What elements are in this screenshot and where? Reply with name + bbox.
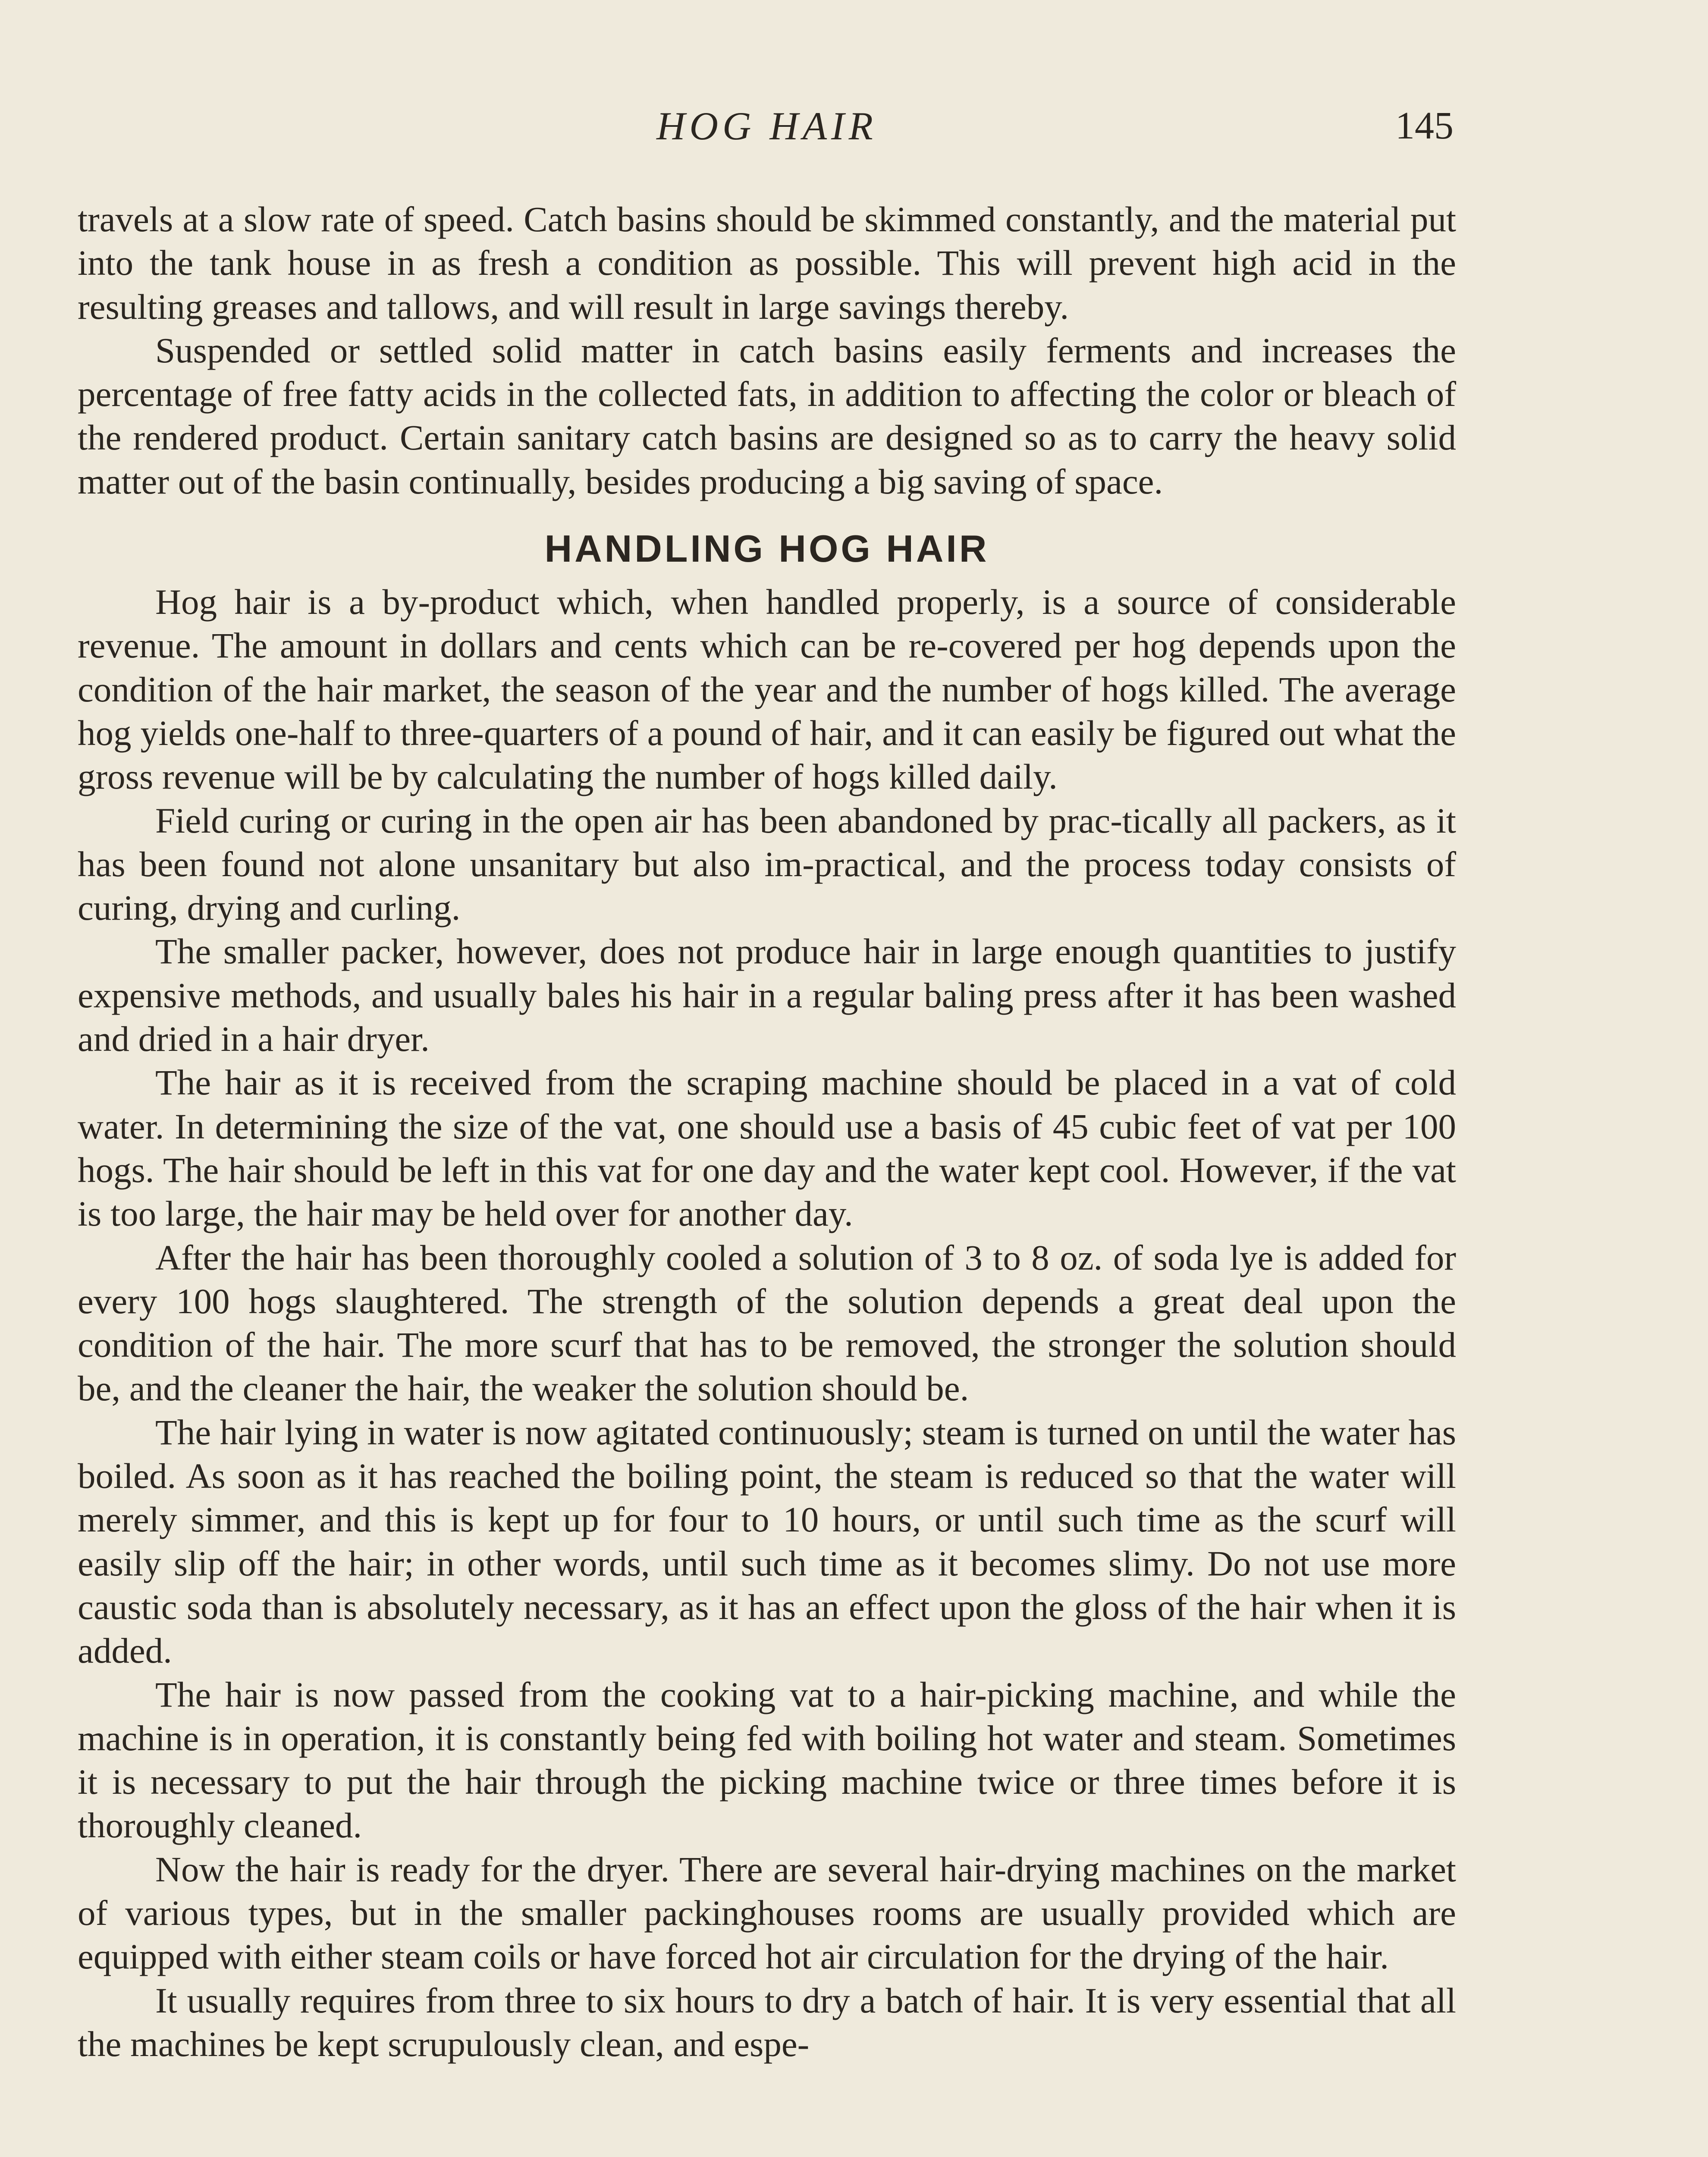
paragraph: Suspended or settled solid matter in catch basins easily ferments and increases the percentage of free fatty acids in the collected fats, in addition to affecting the color or bleach of the rendered product. Certain sanitary catch basins are designed so as to carry the heavy solid matter out of the basin continually, besides producing a big saving of space. [78,330,1456,501]
paragraph: Now the hair is ready for the dryer. There are several hair-drying machines on the market of various types, but in the smaller packinghouses rooms are usually provided which are equipped with either steam coils or have forced hot air circulation for the drying of the hair. [78,1849,1456,1977]
paragraph: Field curing or curing in the open air has been abandoned by prac-tically all packers, as it has been found not alone unsanitary but also im-practical, and the process today consists of curing, drying and curling. [78,800,1456,928]
running-head [78,100,1456,152]
paragraph: Hog hair is a by-product which, when handled properly, is a source of considerable revenue. The amount in dollars and cents which can be re-covered per hog depends upon the condition of the hair market, the season of the year and the number of hogs killed. The average hog yields one-half to three-quarters of a pound of hair, and it can easily be figured out what the gross revenue will be by calculating the number of hogs killed daily. [78,582,1456,797]
paragraph: The smaller packer, however, does not produce hair in large enough quantities to justify expensive methods, and usually bales his hair in a regular baling press after it has been washed and dried in a hair dryer. [78,931,1456,1059]
paragraph: After the hair has been thoroughly cooled a solution of 3 to 8 oz. of soda lye is added for every 100 hogs slaughtered. The strength of the solution depends a great deal upon the condition of the hair. The more scurf that has to be removed, the stronger the solution should be, and the cleaner the hair, the weaker the solution should be. [78,1237,1456,1409]
paragraph: The hair is now passed from the cooking vat to a hair-picking machine, and while the machine is in operation, it is constantly being fed with boiling hot water and steam. Sometimes it is necessary to put the hair through the picking machine twice or three times before it is thoroughly cleaned. [78,1674,1456,1846]
page-number: 145 [1395,104,1454,147]
paragraph: The hair lying in water is now agitated continuously; steam is turned on until the water has boiled. As soon as it has reached the boiling point, the steam is reduced so that the water will merely simmer, and this is kept up for four to 10 hours, or until such time as the scurf will easily slip off the hair; in other words, until such time as it becomes slimy. Do not use more caustic soda than is absolutely necessary, as it has an effect upon the gloss of the hair when it is added. [78,1412,1456,1671]
body-text [78,198,1456,2066]
paragraph-continues: It usually requires from three to six hours to dry a batch of hair. It is very essential that all the machines be kept scrupulously clean, and espe- [78,1980,1456,2064]
running-title: HOG HAIR [656,104,877,148]
paragraph-continued: travels at a slow rate of speed. Catch basins should be skimmed constantly, and the material put into the tank house in as fresh a condition as possible. This will prevent high acid in the resulting greases and tallows, and will result in large savings thereby. [78,199,1456,327]
section-heading: HANDLING HOG HAIR [544,527,989,570]
paragraph: The hair as it is received from the scraping machine should be placed in a vat of cold water. In determining the size of the vat, one should use a basis of 45 cubic feet of vat per 100 hogs. The hair should be left in this vat for one day and the water kept cool. However, if the vat is too large, the hair may be held over for another day. [78,1063,1456,1234]
